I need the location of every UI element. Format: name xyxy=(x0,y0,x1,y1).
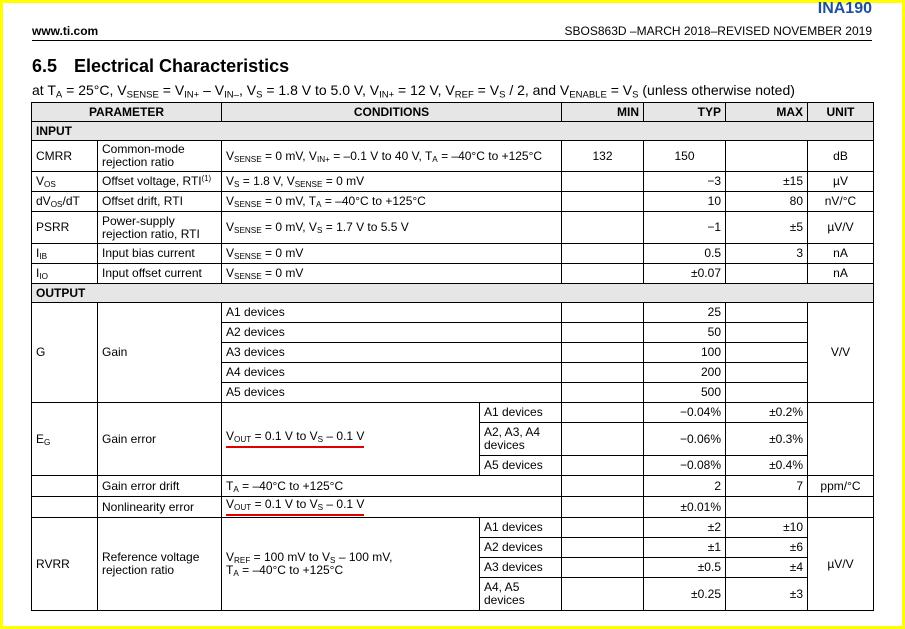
value-typ: 100 xyxy=(644,343,726,363)
param-name: Input offset current xyxy=(98,264,222,284)
value-min xyxy=(562,558,644,578)
param-conditions: $V_{SENSE} = 0$ mV, $T_A = -40^\circ C$ to +125°C xyxy=(222,192,562,212)
value-min xyxy=(562,456,644,476)
table-row-iio xyxy=(32,264,874,284)
table-row-iib xyxy=(32,244,874,264)
value-max xyxy=(726,343,808,363)
value-min xyxy=(562,423,644,456)
param-symbol: $V_{OS}$ xyxy=(32,172,98,192)
value-min xyxy=(562,212,644,244)
param-symbol: RVRR xyxy=(32,518,98,611)
param-name: Offset drift, RTI xyxy=(98,192,222,212)
value-typ: 0.5 xyxy=(644,244,726,264)
param-conditions: $V_{SENSE} = 0$ mV, $V_S = 1.7$ V to 5.5 V xyxy=(222,212,562,244)
value-typ: −3 xyxy=(644,172,726,192)
value-unit xyxy=(808,403,874,476)
value-unit: nV/°C xyxy=(808,192,874,212)
value-max: ±3 xyxy=(726,578,808,611)
table-row-nonlinearity xyxy=(32,497,874,518)
value-max: ±10 xyxy=(726,518,808,538)
value-typ: ±0.25 xyxy=(644,578,726,611)
param-conditions: $T_A = -40^\circ C$ to +125°C xyxy=(222,476,562,497)
value-max xyxy=(726,303,808,323)
value-unit: V/V xyxy=(808,303,874,403)
value-typ: 2 xyxy=(644,476,726,497)
device-variant: A2 devices xyxy=(480,538,562,558)
value-unit: dB xyxy=(808,141,874,172)
value-max xyxy=(726,323,808,343)
value-typ: ±1 xyxy=(644,538,726,558)
highlight-underline: $V_{OUT} = 0.1$ V to $V_S - 0.1$ V xyxy=(226,430,364,448)
value-min xyxy=(562,323,644,343)
param-symbol xyxy=(32,476,98,497)
param-conditions: A2 devices xyxy=(222,323,562,343)
value-max: ±4 xyxy=(726,558,808,578)
section-number: 6.5 xyxy=(32,56,58,76)
value-min: 132 xyxy=(562,141,644,172)
value-unit: ppm/°C xyxy=(808,476,874,497)
table-row-vos xyxy=(32,172,874,192)
param-symbol: $E_G$ xyxy=(32,403,98,476)
param-conditions: $V_{REF} = 100$ mV to $V_S - 100$ mV, $T_A = -40^\circ C$ to +125°C xyxy=(222,518,480,611)
value-max: 3 xyxy=(726,244,808,264)
param-conditions: A1 devices xyxy=(222,303,562,323)
group-row-output xyxy=(32,284,874,303)
param-symbol: $I_{IB}$ xyxy=(32,244,98,264)
table-row-psrr xyxy=(32,212,874,244)
header-rule xyxy=(32,40,872,41)
value-max xyxy=(726,141,808,172)
value-typ: ±0.07 xyxy=(644,264,726,284)
electrical-characteristics-table xyxy=(31,102,874,611)
value-typ: −0.04% xyxy=(644,403,726,423)
value-typ: ±2 xyxy=(644,518,726,538)
value-min xyxy=(562,343,644,363)
value-min xyxy=(562,476,644,497)
value-unit: µV/V xyxy=(808,212,874,244)
value-unit xyxy=(808,497,874,518)
param-name: Power-supply rejection ratio, RTI xyxy=(98,212,222,244)
col-parameter: PARAMETER xyxy=(32,103,222,122)
test-conditions: at $T_A = 25^\circ C$, $V_{SENSE} = V_{IN+} - V_{IN-}$, $V_S = 1.8$ V to 5.0 V, $V_{IN+} = 12$ V, $V_{REF} = V_S / 2$, and $V_{ENABLE} = V_S$ (unless otherwise noted) xyxy=(32,82,795,101)
value-min xyxy=(562,192,644,212)
param-name: Offset voltage, RTI$^{(1)}$ xyxy=(98,172,222,192)
param-conditions: A4 devices xyxy=(222,363,562,383)
group-row-input xyxy=(32,122,874,141)
col-conditions: CONDITIONS xyxy=(222,103,562,122)
value-max: 7 xyxy=(726,476,808,497)
param-conditions: $V_{SENSE} = 0$ mV xyxy=(222,264,562,284)
col-max: MAX xyxy=(726,103,808,122)
value-min xyxy=(562,363,644,383)
param-symbol: G xyxy=(32,303,98,403)
value-max: ±0.3% xyxy=(726,423,808,456)
table-header-row xyxy=(32,103,874,122)
col-min: MIN xyxy=(562,103,644,122)
param-conditions xyxy=(222,403,480,476)
value-min xyxy=(562,383,644,403)
table-row-gain-error xyxy=(32,403,874,423)
param-conditions: $V_{SENSE} = 0$ mV, $V_{IN+} = -0.1$ V to 40 V, $T_A = -40^\circ C$ to +125°C xyxy=(222,141,562,172)
param-symbol: CMRR xyxy=(32,141,98,172)
param-name: Gain error drift xyxy=(98,476,222,497)
value-unit: nA xyxy=(808,244,874,264)
col-unit: UNIT xyxy=(808,103,874,122)
device-variant: A4, A5 devices xyxy=(480,578,562,611)
part-number: INA190 xyxy=(817,0,872,17)
group-label-output: OUTPUT xyxy=(32,284,874,303)
param-conditions xyxy=(222,497,562,518)
param-symbol xyxy=(32,497,98,518)
value-typ: 150 xyxy=(644,141,726,172)
param-name: Reference voltage rejection ratio xyxy=(98,518,222,611)
value-max xyxy=(726,264,808,284)
value-unit: µV xyxy=(808,172,874,192)
value-typ: 500 xyxy=(644,383,726,403)
param-conditions: A3 devices xyxy=(222,343,562,363)
param-name: Input bias current xyxy=(98,244,222,264)
value-min xyxy=(562,578,644,611)
value-max xyxy=(726,383,808,403)
value-min xyxy=(562,244,644,264)
device-variant: A2, A3, A4 devices xyxy=(480,423,562,456)
param-conditions: $V_S = 1.8$ V, $V_{SENSE} = 0$ mV xyxy=(222,172,562,192)
value-min xyxy=(562,518,644,538)
section-title: Electrical Characteristics xyxy=(74,56,290,76)
table-row-gain-drift xyxy=(32,476,874,497)
highlight-underline: $V_{OUT} = 0.1$ V to $V_S - 0.1$ V xyxy=(226,498,364,516)
value-typ: −0.06% xyxy=(644,423,726,456)
value-max: ±5 xyxy=(726,212,808,244)
value-typ: ±0.01% xyxy=(644,497,726,518)
value-min xyxy=(562,264,644,284)
value-max: ±0.2% xyxy=(726,403,808,423)
param-symbol: PSRR xyxy=(32,212,98,244)
device-variant: A1 devices xyxy=(480,403,562,423)
param-conditions: A5 devices xyxy=(222,383,562,403)
value-typ: −1 xyxy=(644,212,726,244)
value-min xyxy=(562,497,644,518)
param-symbol: $I_{IO}$ xyxy=(32,264,98,284)
device-variant: A1 devices xyxy=(480,518,562,538)
section-heading xyxy=(32,56,289,77)
col-typ: TYP xyxy=(644,103,726,122)
document-id: SBOS863D –MARCH 2018–REVISED NOVEMBER 2019 xyxy=(564,24,872,38)
device-variant: A5 devices xyxy=(480,456,562,476)
value-typ: 200 xyxy=(644,363,726,383)
value-max xyxy=(726,497,808,518)
value-typ: 10 xyxy=(644,192,726,212)
value-max: ±6 xyxy=(726,538,808,558)
param-name: Common-mode rejection ratio xyxy=(98,141,222,172)
value-min xyxy=(562,172,644,192)
group-label-input: INPUT xyxy=(32,122,874,141)
value-max: ±0.4% xyxy=(726,456,808,476)
value-typ: 50 xyxy=(644,323,726,343)
value-max: 80 xyxy=(726,192,808,212)
table-row-cmrr xyxy=(32,141,874,172)
site-url[interactable]: www.ti.com xyxy=(32,24,99,38)
value-min xyxy=(562,403,644,423)
value-min xyxy=(562,538,644,558)
table-row-rvrr xyxy=(32,518,874,538)
value-min xyxy=(562,303,644,323)
value-typ: ±0.5 xyxy=(644,558,726,578)
value-unit: µV/V xyxy=(808,518,874,611)
param-conditions: $V_{SENSE} = 0$ mV xyxy=(222,244,562,264)
device-variant: A3 devices xyxy=(480,558,562,578)
value-typ: −0.08% xyxy=(644,456,726,476)
param-name: Gain error xyxy=(98,403,222,476)
table-row-gain xyxy=(32,303,874,323)
table-row-dvos xyxy=(32,192,874,212)
value-unit: nA xyxy=(808,264,874,284)
param-symbol: $dV_{OS}/dT$ xyxy=(32,192,98,212)
param-name: Gain xyxy=(98,303,222,403)
value-typ: 25 xyxy=(644,303,726,323)
value-max xyxy=(726,363,808,383)
param-name: Nonlinearity error xyxy=(98,497,222,518)
value-max: ±15 xyxy=(726,172,808,192)
